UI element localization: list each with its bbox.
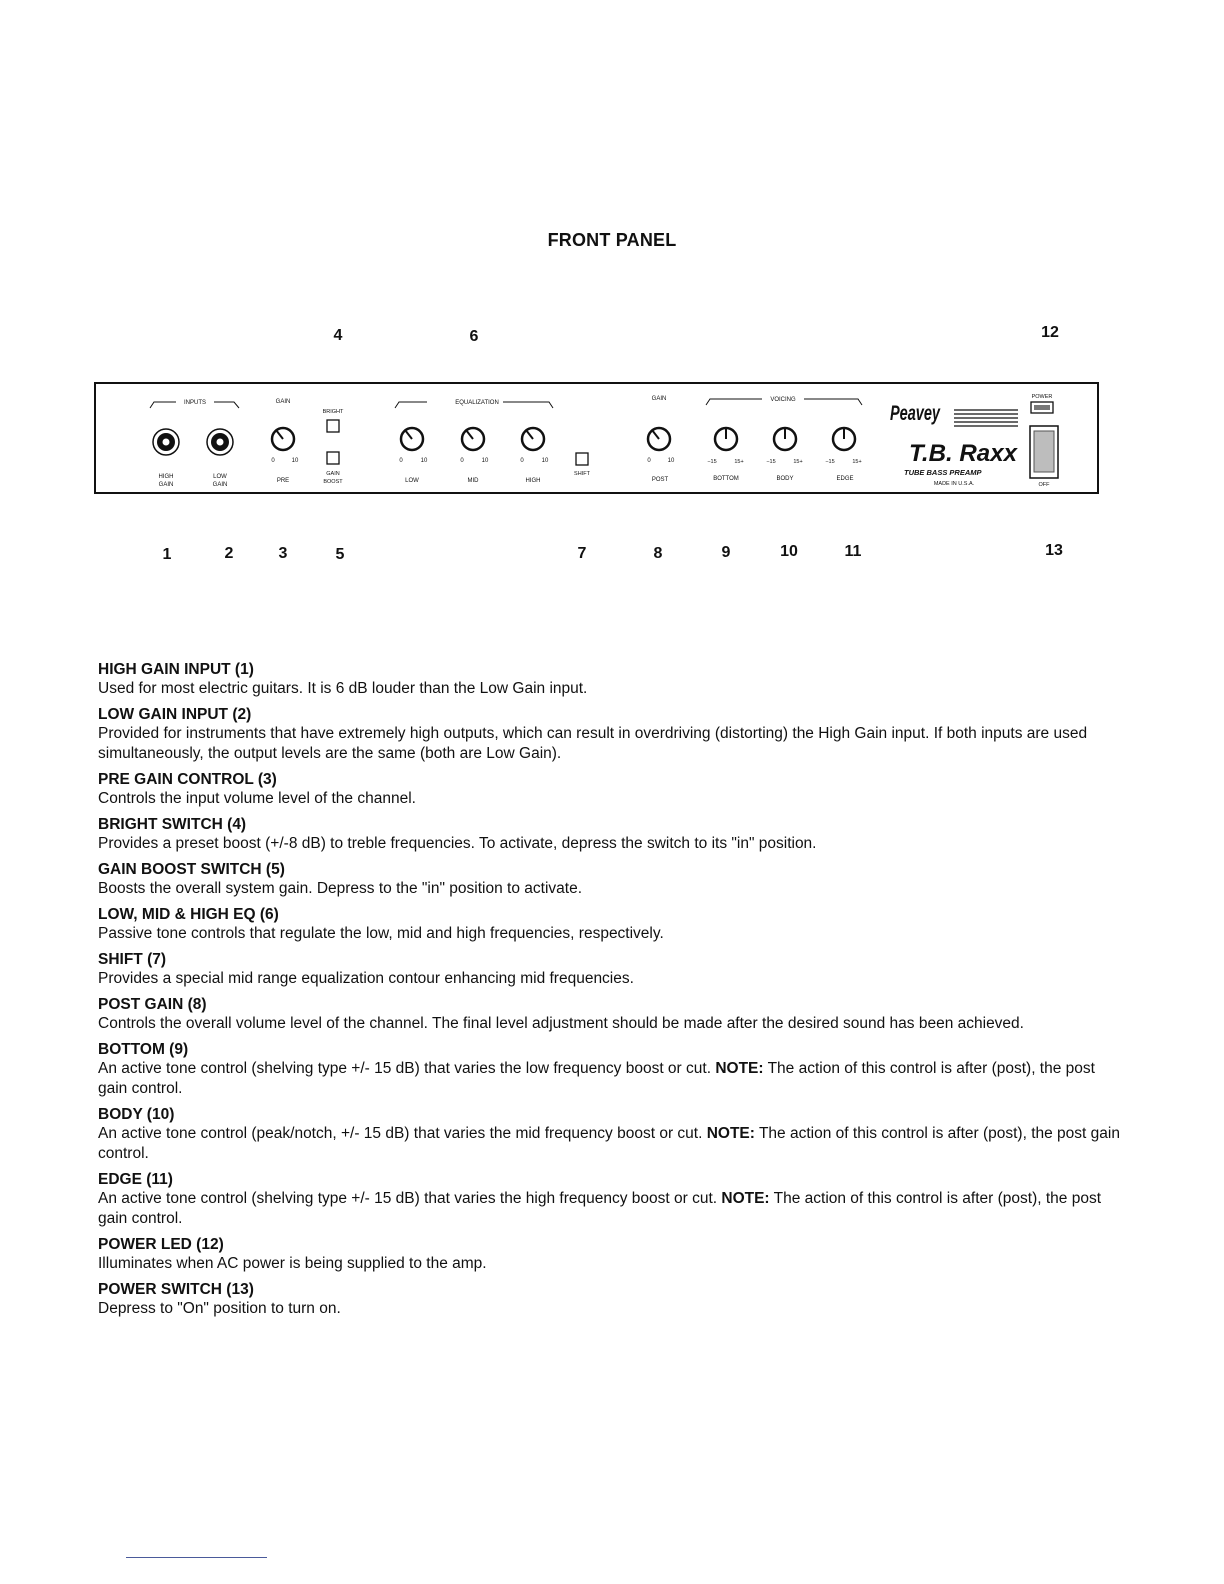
- off-label: OFF: [1038, 482, 1050, 488]
- callout-6: 6: [469, 328, 479, 345]
- svg-text:−15: −15: [766, 459, 776, 465]
- high-label: HIGH: [525, 478, 541, 484]
- svg-text:10: 10: [420, 458, 428, 464]
- pre-gain-knob[interactable]: [272, 428, 294, 450]
- svg-text:15+: 15+: [793, 459, 803, 465]
- eq-label: EQUALIZATION: [455, 400, 499, 406]
- body-label: BODY: [776, 476, 794, 482]
- item-high-gain-input: HIGH GAIN INPUT (1) Used for most electric guitars. It is 6 dB louder than the Low Gain input.: [98, 661, 588, 697]
- svg-text:15+: 15+: [734, 459, 744, 465]
- peavey-logo: Peavey: [890, 402, 941, 425]
- mid-eq-knob[interactable]: [462, 428, 484, 450]
- high-gain-input-jack[interactable]: [153, 429, 179, 455]
- bottom-knob[interactable]: [715, 428, 737, 450]
- svg-text:10: 10: [481, 458, 489, 464]
- low-gain-input-jack[interactable]: [207, 429, 233, 455]
- page-title: FRONT PANEL: [547, 230, 677, 250]
- svg-text:10: 10: [291, 458, 299, 464]
- inputs-label: INPUTS: [183, 400, 207, 406]
- item-post-gain: POST GAIN (8) Controls the overall volume level of the channel. The final level adjustment should be made after the desired sound has been achieved.: [98, 996, 1024, 1032]
- post-gain-top-label: GAIN: [651, 396, 667, 402]
- item-edge: EDGE (11) An active tone control (shelving type +/- 15 dB) that varies the high frequency boost or cut. NOTE: The action of this control is after (post), the post gain control.: [98, 1171, 1102, 1227]
- model-subtitle: TUBE BASS PREAMP: [904, 468, 982, 477]
- post-label: POST: [651, 477, 669, 483]
- callout-12: 12: [1041, 324, 1059, 341]
- edge-knob[interactable]: [833, 428, 855, 450]
- svg-text:0: 0: [460, 458, 464, 464]
- item-power-switch: POWER SWITCH (13) Depress to "On" position to turn on.: [98, 1281, 341, 1317]
- callout-2: 2: [224, 545, 234, 562]
- mid-label: MID: [467, 478, 479, 484]
- item-power-led: POWER LED (12) Illuminates when AC power is being supplied to the amp.: [98, 1236, 487, 1272]
- low-label: LOW: [405, 478, 419, 484]
- low-eq-knob[interactable]: [401, 428, 423, 450]
- low-gain-label-2: GAIN: [212, 482, 228, 488]
- edge-label: EDGE: [836, 476, 854, 482]
- callout-7: 7: [577, 545, 587, 562]
- voicing-label: VOICING: [770, 397, 796, 403]
- callout-9: 9: [721, 544, 731, 561]
- svg-text:−15: −15: [707, 459, 717, 465]
- svg-text:10: 10: [541, 458, 549, 464]
- gain-boost-switch[interactable]: [327, 452, 339, 464]
- made-in-label: MADE IN U.S.A.: [933, 481, 975, 487]
- control-descriptions: [98, 660, 1123, 1325]
- body-knob[interactable]: [774, 428, 796, 450]
- power-label: POWER: [1031, 394, 1053, 400]
- item-low-gain-input: LOW GAIN INPUT (2) Provided for instruments that have extremely high outputs, which can result in overdriving (distorting) the High Gain input. If both inputs are used simultaneously, the output levels are the same (both are Low Gain).: [98, 706, 1088, 762]
- svg-text:0: 0: [647, 458, 651, 464]
- svg-text:15+: 15+: [852, 459, 862, 465]
- item-bright-switch: BRIGHT SWITCH (4) Provides a preset boost (+/-8 dB) to treble frequencies. To activate, depress the switch to its "in" position.: [98, 816, 817, 852]
- svg-text:10: 10: [667, 458, 675, 464]
- item-gain-boost-switch: GAIN BOOST SWITCH (5) Boosts the overall system gain. Depress to the "in" position to activate.: [98, 861, 582, 897]
- svg-text:0: 0: [520, 458, 524, 464]
- item-shift: SHIFT (7) Provides a special mid range equalization contour enhancing mid frequencies.: [98, 951, 634, 987]
- item-bottom: BOTTOM (9) An active tone control (shelving type +/- 15 dB) that varies the low frequency boost or cut. NOTE: The action of this control is after (post), the post gain control.: [98, 1041, 1095, 1097]
- pre-gain-top-label: GAIN: [275, 399, 291, 405]
- item-body: BODY (10) An active tone control (peak/notch, +/- 15 dB) that varies the mid frequency boost or cut. NOTE: The action of this control is after (post), the post gain control.: [98, 1106, 1120, 1162]
- low-gain-label-1: LOW: [213, 474, 227, 480]
- bright-switch[interactable]: [327, 420, 339, 432]
- item-pre-gain-control: PRE GAIN CONTROL (3) Controls the input volume level of the channel.: [98, 771, 416, 807]
- post-gain-knob[interactable]: [648, 428, 670, 450]
- callout-10: 10: [780, 543, 798, 560]
- shift-switch[interactable]: [576, 453, 588, 465]
- footer-rule: [126, 1557, 267, 1558]
- callout-8: 8: [653, 545, 663, 562]
- pre-label: PRE: [276, 478, 290, 484]
- gain-boost-label-1: GAIN: [326, 471, 340, 477]
- bottom-label: BOTTOM: [713, 476, 739, 482]
- model-logo: T.B. Raxx: [909, 440, 1019, 467]
- high-eq-knob[interactable]: [522, 428, 544, 450]
- callout-13: 13: [1045, 542, 1063, 559]
- high-gain-label-1: HIGH: [158, 474, 174, 480]
- callout-1: 1: [162, 546, 172, 563]
- shift-label: SHIFT: [574, 471, 590, 477]
- svg-text:−15: −15: [825, 459, 835, 465]
- svg-text:0: 0: [271, 458, 275, 464]
- svg-text:0: 0: [399, 458, 403, 464]
- front-panel-diagram: [94, 382, 1100, 496]
- callout-4: 4: [333, 327, 343, 344]
- item-eq: LOW, MID & HIGH EQ (6) Passive tone controls that regulate the low, mid and high frequencies, respectively.: [98, 906, 664, 942]
- high-gain-label-2: GAIN: [158, 482, 174, 488]
- callout-3: 3: [278, 545, 288, 562]
- gain-boost-label-2: BOOST: [323, 479, 343, 485]
- callout-11: 11: [844, 543, 862, 560]
- bright-label: BRIGHT: [322, 409, 344, 415]
- callout-5: 5: [335, 546, 345, 563]
